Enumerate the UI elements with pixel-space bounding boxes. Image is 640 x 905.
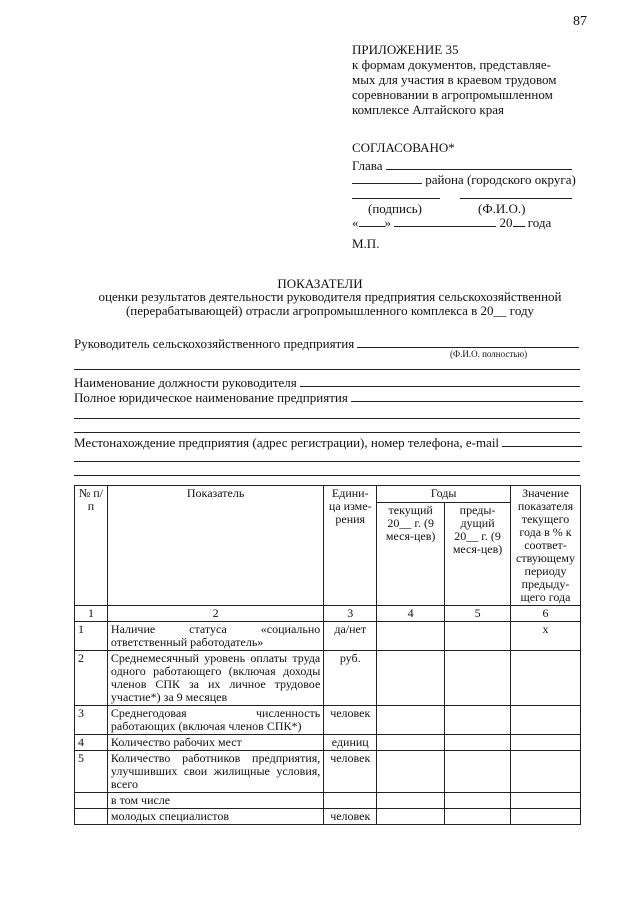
approval-heading: СОГЛАСОВАНО* [352, 140, 455, 155]
row-previous[interactable] [445, 651, 511, 706]
fio-hint: (Ф.И.О. полностью) [450, 349, 528, 359]
row-num: 2 [75, 651, 108, 706]
row-current[interactable] [377, 706, 445, 735]
legal-name-field-blank[interactable] [351, 390, 583, 402]
fio-blank[interactable] [460, 198, 572, 199]
row-num: 4 [75, 735, 108, 751]
appendix-header [352, 42, 578, 117]
row-num: 1 [75, 622, 108, 651]
appendix-line: к формам документов, представляе- [352, 57, 551, 72]
head-field-label: Руководитель сельскохозяйственного предприятия [74, 336, 355, 351]
year-blank[interactable] [513, 215, 525, 227]
table-row [75, 809, 581, 825]
appendix-line: ПРИЛОЖЕНИЕ 35 [352, 42, 459, 57]
row-value[interactable]: х [511, 622, 581, 651]
row-previous[interactable] [445, 735, 511, 751]
row-previous[interactable] [445, 622, 511, 651]
appendix-line: комплексе Алтайского края [352, 102, 504, 117]
row-unit: да/нет [324, 622, 377, 651]
row-current[interactable] [377, 793, 445, 809]
location-field-blank[interactable] [502, 435, 582, 447]
table-header-row [75, 486, 581, 503]
row-value[interactable] [511, 706, 581, 735]
location-field-label: Местонахождение предприятия (адрес регистрации), номер телефона, e-mail [74, 435, 500, 450]
column-number: 1 [75, 606, 108, 622]
blank-rule [74, 475, 580, 476]
row-previous[interactable] [445, 751, 511, 793]
head-label: Глава [352, 158, 383, 173]
indicators-table [74, 485, 581, 825]
row-indicator: Количество рабочих мест [107, 735, 323, 751]
blank-rule [74, 461, 580, 462]
location-field [74, 435, 582, 451]
row-value[interactable] [511, 735, 581, 751]
row-indicator: молодых специалистов [107, 809, 323, 825]
table-row [75, 793, 581, 809]
row-previous[interactable] [445, 793, 511, 809]
legal-name-field [74, 390, 583, 406]
signature-blank[interactable] [352, 198, 440, 199]
table-row [75, 622, 581, 651]
column-number-row [75, 606, 581, 622]
signature-rules [352, 198, 574, 199]
column-number: 3 [324, 606, 377, 622]
table-row [75, 751, 581, 793]
head-blank[interactable] [386, 158, 572, 170]
row-num: 5 [75, 751, 108, 793]
column-number: 6 [511, 606, 581, 622]
column-number: 4 [377, 606, 445, 622]
row-unit: человек [324, 706, 377, 735]
position-field-blank[interactable] [300, 375, 580, 387]
row-value[interactable] [511, 651, 581, 706]
row-unit [324, 793, 377, 809]
document-title: ПОКАЗАТЕЛИ [277, 276, 363, 291]
position-field-label: Наименование должности руководителя [74, 375, 297, 390]
table-row [75, 735, 581, 751]
date-close-quote: » [384, 215, 391, 230]
row-current[interactable] [377, 622, 445, 651]
row-indicator: Среднегодовая численность работающих (включая членов СПК*) [107, 706, 323, 735]
legal-name-field-label: Полное юридическое наименование предприятия [74, 390, 348, 405]
header-previous: преды-дущий 20__ г. (9 меся-цев) [445, 503, 511, 606]
appendix-line: мых для участия в краевом трудовом [352, 72, 557, 87]
row-value[interactable] [511, 809, 581, 825]
fio-label: (Ф.И.О.) [478, 201, 526, 216]
row-current[interactable] [377, 735, 445, 751]
date-open-quote: « [352, 215, 359, 230]
row-indicator: Наличие статуса «социально ответственный работодатель» [107, 622, 323, 651]
row-unit: руб. [324, 651, 377, 706]
blank-rule [74, 418, 580, 419]
head-field-blank[interactable] [357, 336, 579, 348]
district-blank[interactable] [352, 172, 422, 184]
row-num [75, 793, 108, 809]
date-line [352, 215, 551, 231]
header-unit: Едини-ца изме-рения [324, 486, 377, 606]
header-indicator: Показатель [107, 486, 323, 606]
blank-rule [74, 432, 580, 433]
page-number: 87 [573, 14, 587, 29]
day-blank[interactable] [359, 215, 385, 227]
column-number: 2 [107, 606, 323, 622]
header-value: Значение показателя текущего года в % к соответ-ствующему периоду предыду-щего года [511, 486, 581, 606]
row-unit: человек [324, 809, 377, 825]
signature-label: (подпись) [368, 201, 422, 216]
district-label: района (городского округа) [425, 172, 576, 187]
month-blank[interactable] [394, 215, 496, 227]
row-previous[interactable] [445, 706, 511, 735]
table-row [75, 651, 581, 706]
header-current: текущий 20__ г. (9 меся-цев) [377, 503, 445, 606]
row-previous[interactable] [445, 809, 511, 825]
row-current[interactable] [377, 809, 445, 825]
row-unit: единиц [324, 735, 377, 751]
row-current[interactable] [377, 751, 445, 793]
district-line [352, 172, 576, 188]
row-current[interactable] [377, 651, 445, 706]
appendix-line: соревновании в агропромышленном [352, 87, 553, 102]
position-field [74, 375, 580, 391]
row-indicator: в том числе [107, 793, 323, 809]
row-num: 3 [75, 706, 108, 735]
year-suffix: года [527, 215, 552, 230]
row-unit: человек [324, 751, 377, 793]
blank-rule [74, 369, 580, 370]
document-subtitle: оценки результатов деятельности руководителя предприятия сельскохозяйственной (перерабатывающей) отрасли агропромышленного комплекса в 20__ году [98, 289, 562, 318]
row-value[interactable] [511, 751, 581, 793]
row-value[interactable] [511, 793, 581, 809]
column-number: 5 [445, 606, 511, 622]
header-years: Годы [377, 486, 511, 503]
row-indicator: Количество работников предприятия, улучшивших свои жилищные условия, всего [107, 751, 323, 793]
year-prefix: 20 [499, 215, 513, 230]
stamp-place: М.П. [352, 236, 380, 251]
row-num [75, 809, 108, 825]
header-num: № п/п [75, 486, 108, 606]
row-indicator: Среднемесячный уровень оплаты труда одного работающего (включая доходы членов СПК за их личное трудовое участие*) за 9 месяцев [107, 651, 323, 706]
table-row [75, 706, 581, 735]
